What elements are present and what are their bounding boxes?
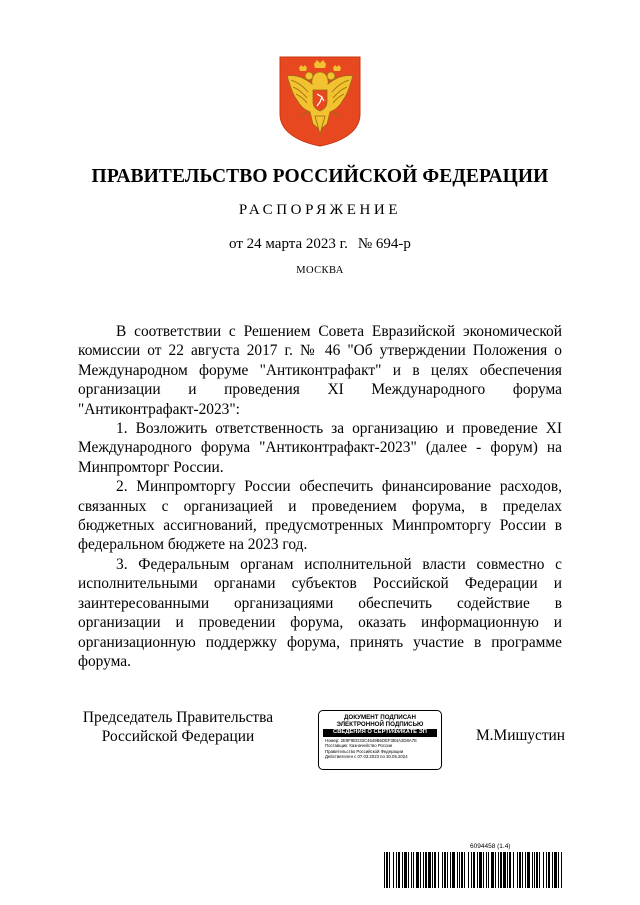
signer-position-line1: Председатель Правительства [82, 709, 274, 726]
signer-position [78, 708, 278, 747]
body-paragraph: В соответствии с Решением Совета Евразийской экономической комиссии от 22 августа 2017 г. № 46 "Об утверждении Положения о Международном форуме "Антиконтрафакт" и в целях обеспечения организации и проведения XI Международного форума "Антиконтрафакт-2023": [78, 323, 562, 418]
body-paragraph: 2. Минпромторгу России обеспечить финансирование расходов, связанных с организацией и проведением форума, в пределах бюджетных ассигнований, предусмотренных Минпромторгу России в федеральном бюджете на 2023 год. [78, 478, 562, 554]
signer-position-line2: Российской Федерации [101, 728, 255, 746]
document-type: РАСПОРЯЖЕНИЕ [238, 202, 402, 218]
stamp-certificate-bar: СВЕДЕНИЯ О СЕРТИФИКАТЕ ЭП [323, 729, 437, 737]
signer-name: М.Мишустин [476, 727, 566, 744]
document-body [78, 322, 562, 671]
stamp-cert-number: Номер: 2E9F9ED33C4649B6DEF3B4A3D8A7E [325, 737, 418, 743]
body-paragraph: 3. Федеральным органам исполнительной власти совместно с исполнительными органами субъектов Российской Федерации и заинтересованными организациями обеспечить содействие в организации и проведении форума, оказать информационную и организационную поддержку форума, принять участие в программе форума. [78, 555, 562, 670]
document-city: МОСКВА [296, 265, 344, 276]
russian-coat-of-arms-emblem [277, 54, 363, 148]
document-date-line [0, 236, 640, 253]
document-code: 6094458 (1.4) [470, 843, 511, 850]
stamp-line2: ЭЛЕКТРОННОЙ ПОДПИСЬЮ [336, 721, 424, 728]
electronic-signature-stamp [318, 710, 442, 770]
stamp-supplier-line2: Правительство Российской Федерации [325, 748, 404, 754]
government-title: ПРАВИТЕЛЬСТВО РОССИЙСКОЙ ФЕДЕРАЦИИ [91, 166, 549, 187]
document-number: № 694-р [357, 236, 411, 252]
barcode-icon [384, 852, 562, 888]
document-date: от 24 марта 2023 г. [229, 236, 348, 252]
stamp-supplier-line1: Поставщик: Казначейство России [325, 743, 393, 749]
stamp-validity: Действителен с 07.03.2023 по 30.05.2024 [325, 754, 408, 760]
body-paragraph: 1. Возложить ответственность за организацию и проведение XI Международного форума "Антиконтрафакт-2023" (далее - форум) на Минпромторг России. [78, 420, 562, 476]
stamp-line1: ДОКУМЕНТ ПОДПИСАН [344, 714, 416, 721]
